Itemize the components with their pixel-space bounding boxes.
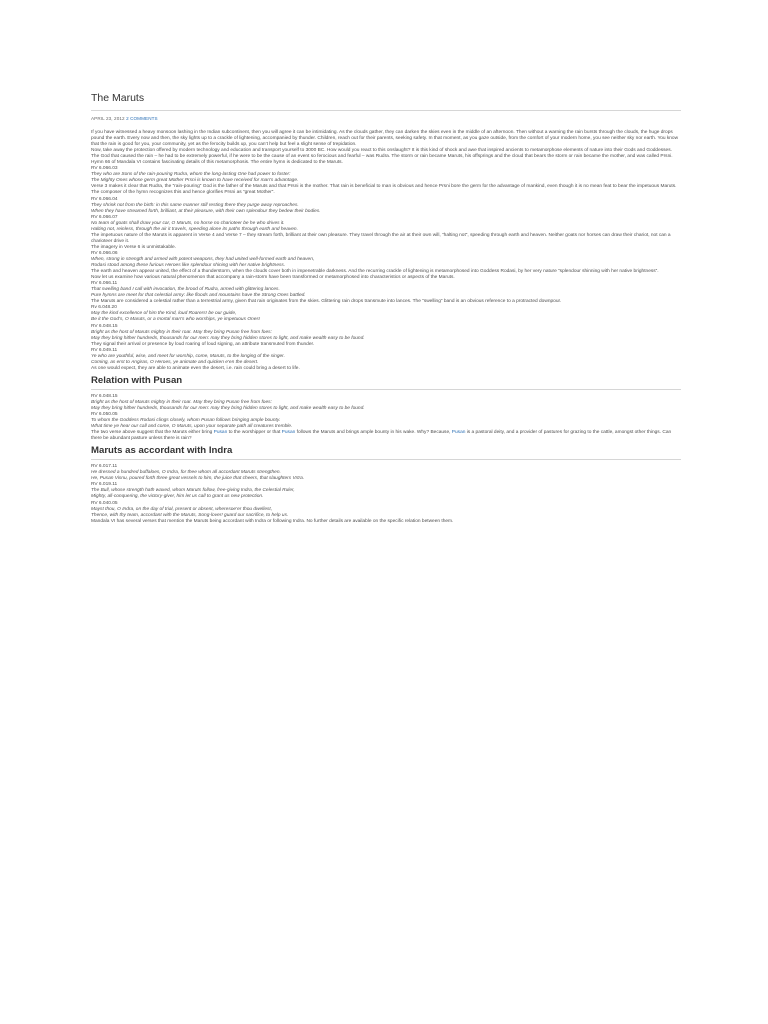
post-title: The Maruts	[91, 92, 681, 111]
paragraph: Now, take away the protection offered by modern technology and education and transport yourself to 3000 BC. How would you react to this onslaught? It is this kind of shock and awe that inspired ancients to metamorphose elements of nature into their Gods and Goddesses.	[91, 148, 672, 154]
paragraph: As one would expect, they are able to animate even the desert, i.e. rain could bring a desert to life.	[91, 365, 300, 371]
pusan-link[interactable]: Pusan	[213, 430, 228, 436]
verse-line: Pure hymns are meet for that celestial army: like floods and mountains have the Strong Ones battled.	[91, 293, 306, 299]
paragraph: RV 6.017.11	[91, 464, 118, 470]
paragraph: The Maruts are considered a celestial rather than a terrestrial army, given that rain originates from the skies. Glittering rain drops transmute into lances. The “swelling” band is an obvious reference to a protracted downpour.	[91, 299, 562, 305]
verse-line: No team of goats shall draw your car, O Maruts, no horse no charioteer be he who drives it.	[91, 220, 285, 226]
verse-line: To whom the Goddess Rodasi clings closely, whom Pusan follows bringing ample bounty.	[91, 418, 281, 424]
paragraph: Mandala VI has several verses that mention the Maruts being accordant with Indra or following Indra. No further details are available on the specific relation between them.	[91, 518, 454, 524]
post-meta	[91, 116, 681, 122]
paragraph: If you have witnessed a heavy monsoon lashing in the Indian subcontinent, then you will agree it can be intimidating. As the clouds gather, they can darken the skies even in the middle of an afternoon. Then without a warning the rain bursts through the clouds, the huge drops pound the earth. Every now and then, the sky lights up to a crackle of lightening, accompanied by thunder. Children, reach out for their parents, seeking safety. In that moment, as you gaze outside, from the comfort of your modern home, you see neither sky nor earth. You know that the rain is good for you, your community, yet as the ferocity builds up, you can’t help but feel a slight sense of trepidation.	[91, 130, 679, 148]
post-date: APRIL 23, 2012	[91, 116, 125, 121]
comments-link[interactable]: 2 COMMENTS	[126, 116, 158, 121]
verse-line: Ye who are youthful, wise, and meet for worship, come, Maruts, to the longing of the singer.	[91, 353, 285, 359]
paragraph: Now let us examine how various natural phenomenon that accompany a rain-storm have been transformed or metamorphosed into characteristics or aspects of the Maruts.	[91, 275, 455, 281]
paragraph: RV 6.066.07	[91, 214, 118, 220]
verse-line: Coming, as erst to Angiras, O Heroes, ye animate and quicken e’en the desert.	[91, 359, 259, 365]
paragraph: They signal their arrival or presence by loud roaring of loud signing, an attribute transmuted from thunder.	[91, 341, 315, 347]
paragraph: RV 6.066.06	[91, 250, 118, 256]
paragraph: Hymn 66 of Mandala VI contains fascinating details of this metamorphosis. The entire hymn is dedicated to the Maruts.	[91, 160, 343, 166]
pusan-link[interactable]: Pusan	[281, 430, 296, 436]
verse-line: That swelling band I call with invocation, the brood of Rudra, armed with glittering lances.	[91, 287, 280, 293]
verse-line: He, Pusan Visnu, poured forth three great vessels to him, the juice that cheers, that slaughters Vrtra.	[91, 476, 305, 482]
paragraph: The earth and heaven appear united, the effect of a thunderstorm, when the clouds cover both in impenetrable darkness. And the recurring crackle of lightening is metamorphosed into Goddess Rodasi, by her very nature “splendour shinning with her native brightness”.	[91, 269, 659, 275]
verse-line: What time ye hear our call and come, O Maruts, upon your separate path all creatures tremble.	[91, 424, 293, 430]
paragraph: Verse 3 makes it clear that Rudra, the “rain-pouring” God is the father of the Maruts and that Prsni is the mother. That rain is beneficial to man is obvious and hence Prsni bore the germ for the advantage of mankind, even though it is no mean feat to bear the impetuous Maruts. The composer of the hymn recognizes this and hence glorifies Prsni as “great Mother”.	[91, 184, 677, 196]
paragraph: RV 6.066.04	[91, 196, 118, 202]
verse-line: May they bring hither hundreds, thousands for our men: may they bring hidden stores to light, and make wealth easy to be found.	[91, 335, 365, 341]
verse-line: Mighty, all-conquering, the victory-giver, him let us call to grant us new protection.	[91, 494, 264, 500]
verse-line: Thence, with thy team, accordant with the Maruts, Song-lover! guard our sacrifice, to help us.	[91, 512, 289, 518]
paragraph: Rv 6.048.20	[91, 305, 117, 311]
paragraph: The imagery in Verse 6 is unmistakable.	[91, 244, 177, 250]
paragraph: RV 6.019.11	[91, 482, 118, 488]
paragraph: RV 6.049.11	[91, 347, 118, 353]
paragraph: RV 6.050.05	[91, 412, 118, 418]
section-heading: Maruts as accordant with Indra	[91, 445, 681, 460]
paragraph: The God that caused the rain – he had to be extremely powerful, if he were to be the cause of an event so ferocious and fearful – was Rudra. The storm or rain became Maruts, his offsprings and the cloud that bears the storm or rain became the mother, and was called Prsni.	[91, 154, 673, 160]
verse-line: Be it the God’s, O Maruts, or a mortal man’s who worships, ye impetuous Ones!	[91, 317, 261, 323]
verse-line: May they bring hither hundreds, thousands for our men: may they bring hidden stores to light, and make wealth easy to be found.	[91, 405, 365, 411]
verse-line: He dressed a hundred buffaloes, O Indra, for thee whom all accordant Maruts strengthen.	[91, 470, 281, 476]
verse-line: Bright as the host of Maruts mighty in their roar. May they bring Pusan free from foes:	[91, 329, 272, 335]
paragraph: The impetuous nature of the Maruts is apparent in Verse 4 and Verse 7 – they stream forth, brilliant at their own pleasure. They travel through the air at their own will, “halting not”, speeding through earth and heaven. Neither goats nor horses can draw their chariot, not can a charioteer drive it.	[91, 232, 671, 244]
verse-line: Rodasi stood among these furious Heroes like splendour shining with her native brightness.	[91, 263, 286, 269]
paragraph: RV 6.066.11	[91, 281, 118, 287]
verse-line: When they have streamed forth, brilliant, at their pleasure, with their own splendour they bedew their bodies.	[91, 208, 321, 214]
verse-line: They who are Sons of the rain-pouring Rudra, whom the long-lasting One had power to foster:	[91, 172, 291, 178]
paragraph: RV 6.040.05	[91, 500, 118, 506]
paragraph: RV 6.048.15	[91, 393, 118, 399]
verse-line: Halting not, reinless, through the air it travels, speeding alone its paths through earth and heaven.	[91, 226, 298, 232]
pusan-link[interactable]: Pusan	[451, 430, 466, 436]
verse-line: They shrink not from the birth: in this same manner still resting there they purge away reproaches.	[91, 202, 299, 208]
paragraph: RV 6.048.15	[91, 323, 118, 329]
verse-line: Mayst thou, O Indra, on the day of trial, present or absent, wheresoe’er thou dwellest,	[91, 506, 273, 512]
paragraph: The two verse above suggest that the Maruts either bring Pusan to the worshipper or that Pusan follows the Maruts and brings ample bounty in his wake. Why? Because, Pusan is a pastoral deity, and a provider of pastures for grazing to the cattle, amongst other things. Can there be abundant pasture unless there is rain?	[91, 430, 672, 442]
post-content	[91, 130, 681, 525]
verse-line: When, strong in strength and armed with potent weapons, they had united well-formed earth and heaven,	[91, 256, 315, 262]
verse-line: May the kind excellence of him the Kind, loud Roarers! be our guide,	[91, 311, 237, 317]
section-heading: Relation with Pusan	[91, 375, 681, 390]
article	[89, 92, 681, 525]
verse-line: The Bull, whose strength hath waxed, whom Maruts follow, free-giving Indra, the Celestial Ruler,	[91, 488, 295, 494]
verse-line: Bright as the host of Maruts mighty in their roar. May they bring Pusan free from foes:	[91, 399, 272, 405]
verse-line: The Mighty Ones whose germ great Mother Prsni is known to have received for man’s advantage.	[91, 178, 299, 184]
paragraph: RV 6.066.03	[91, 166, 118, 172]
